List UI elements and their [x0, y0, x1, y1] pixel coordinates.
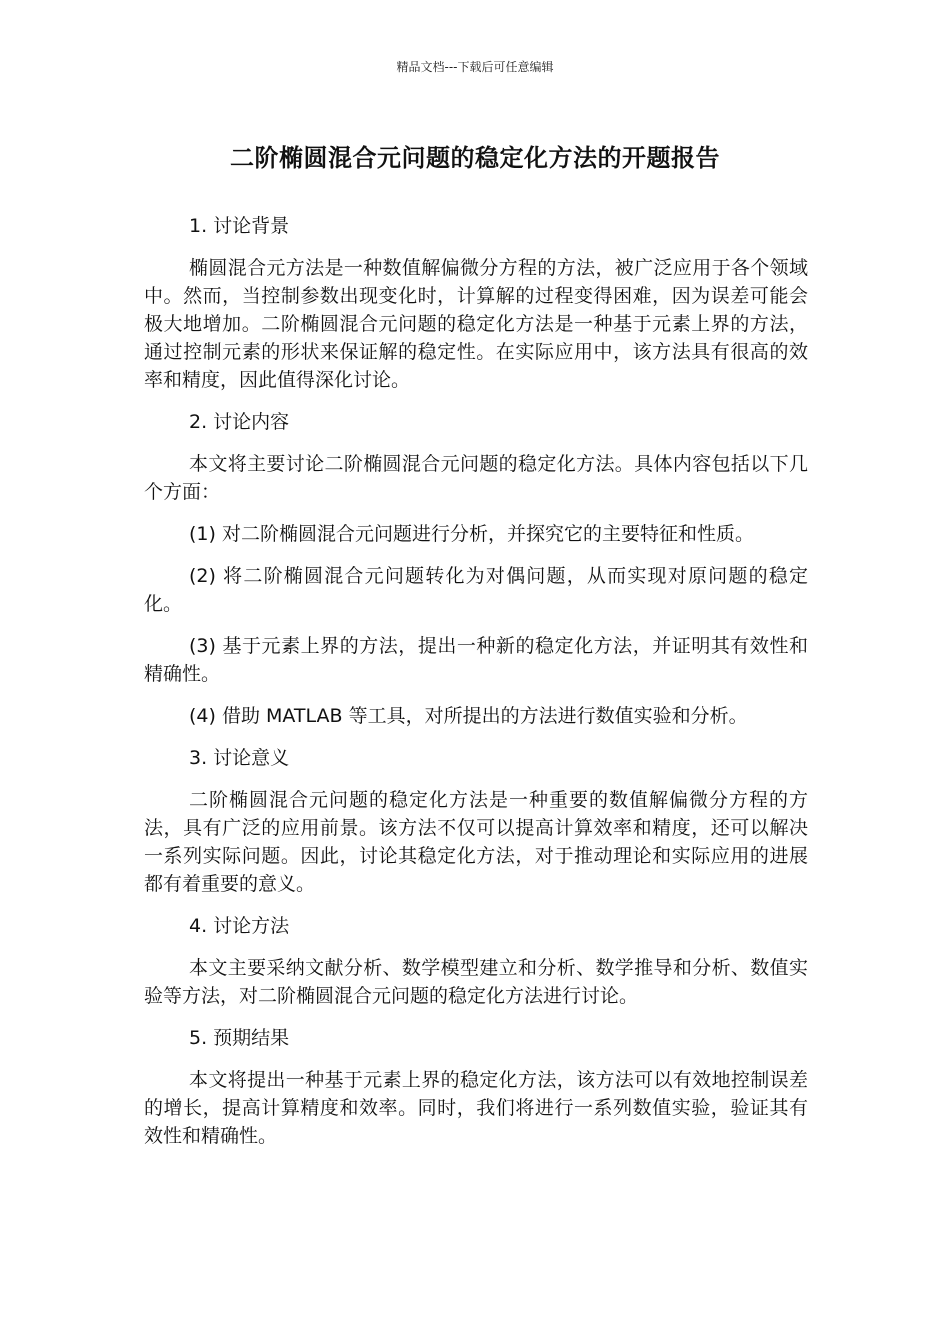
- list-item: (3) 基于元素上界的方法，提出一种新的稳定化方法，并证明其有效性和精确性。: [144, 635, 808, 685]
- section-heading: 5. 预期结果: [189, 1027, 290, 1049]
- section-heading: 3. 讨论意义: [189, 747, 290, 769]
- paragraph: 本文将主要讨论二阶椭圆混合元问题的稳定化方法。具体内容包括以下几个方面：: [144, 453, 808, 503]
- paragraph: 本文主要采纳文献分析、数学模型建立和分析、数学推导和分析、数值实验等方法，对二阶椭圆混合元问题的稳定化方法进行讨论。: [144, 957, 808, 1007]
- list-item: (4) 借助 MATLAB 等工具，对所提出的方法进行数值实验和分析。: [189, 705, 748, 727]
- section-content: [144, 408, 808, 730]
- section-expected-results: [144, 1024, 808, 1150]
- section-significance: [144, 744, 808, 898]
- document-title: 二阶椭圆混合元问题的稳定化方法的开题报告: [230, 144, 720, 172]
- section-methods: [144, 912, 808, 1010]
- paragraph: 本文将提出一种基于元素上界的稳定化方法，该方法可以有效地控制误差的增长，提高计算精度和效率。同时，我们将进行一系列数值实验，验证其有效性和精确性。: [144, 1069, 808, 1147]
- paragraph: 二阶椭圆混合元问题的稳定化方法是一种重要的数值解偏微分方程的方法，具有广泛的应用前景。该方法不仅可以提高计算效率和精度，还可以解决一系列实际问题。因此，讨论其稳定化方法，对于推动理论和实际应用的进展都有着重要的意义。: [144, 789, 808, 895]
- section-heading: 2. 讨论内容: [189, 411, 290, 433]
- paragraph: 椭圆混合元方法是一种数值解偏微分方程的方法，被广泛应用于各个领域中。然而，当控制参数出现变化时，计算解的过程变得困难，因为误差可能会极大地增加。二阶椭圆混合元问题的稳定化方法是一种基于元素上界的方法，通过控制元素的形状来保证解的稳定性。在实际应用中，该方法具有很高的效率和精度，因此值得深化讨论。: [144, 257, 808, 391]
- section-background: [144, 212, 808, 394]
- page-header: 精品文档---下载后可任意编辑: [396, 60, 554, 74]
- section-heading: 1. 讨论背景: [189, 215, 290, 237]
- section-heading: 4. 讨论方法: [189, 915, 290, 937]
- list-item: (1) 对二阶椭圆混合元问题进行分析，并探究它的主要特征和性质。: [189, 523, 754, 545]
- list-item: (2) 将二阶椭圆混合元问题转化为对偶问题，从而实现对原问题的稳定化。: [144, 565, 808, 615]
- document-body: [144, 212, 808, 1164]
